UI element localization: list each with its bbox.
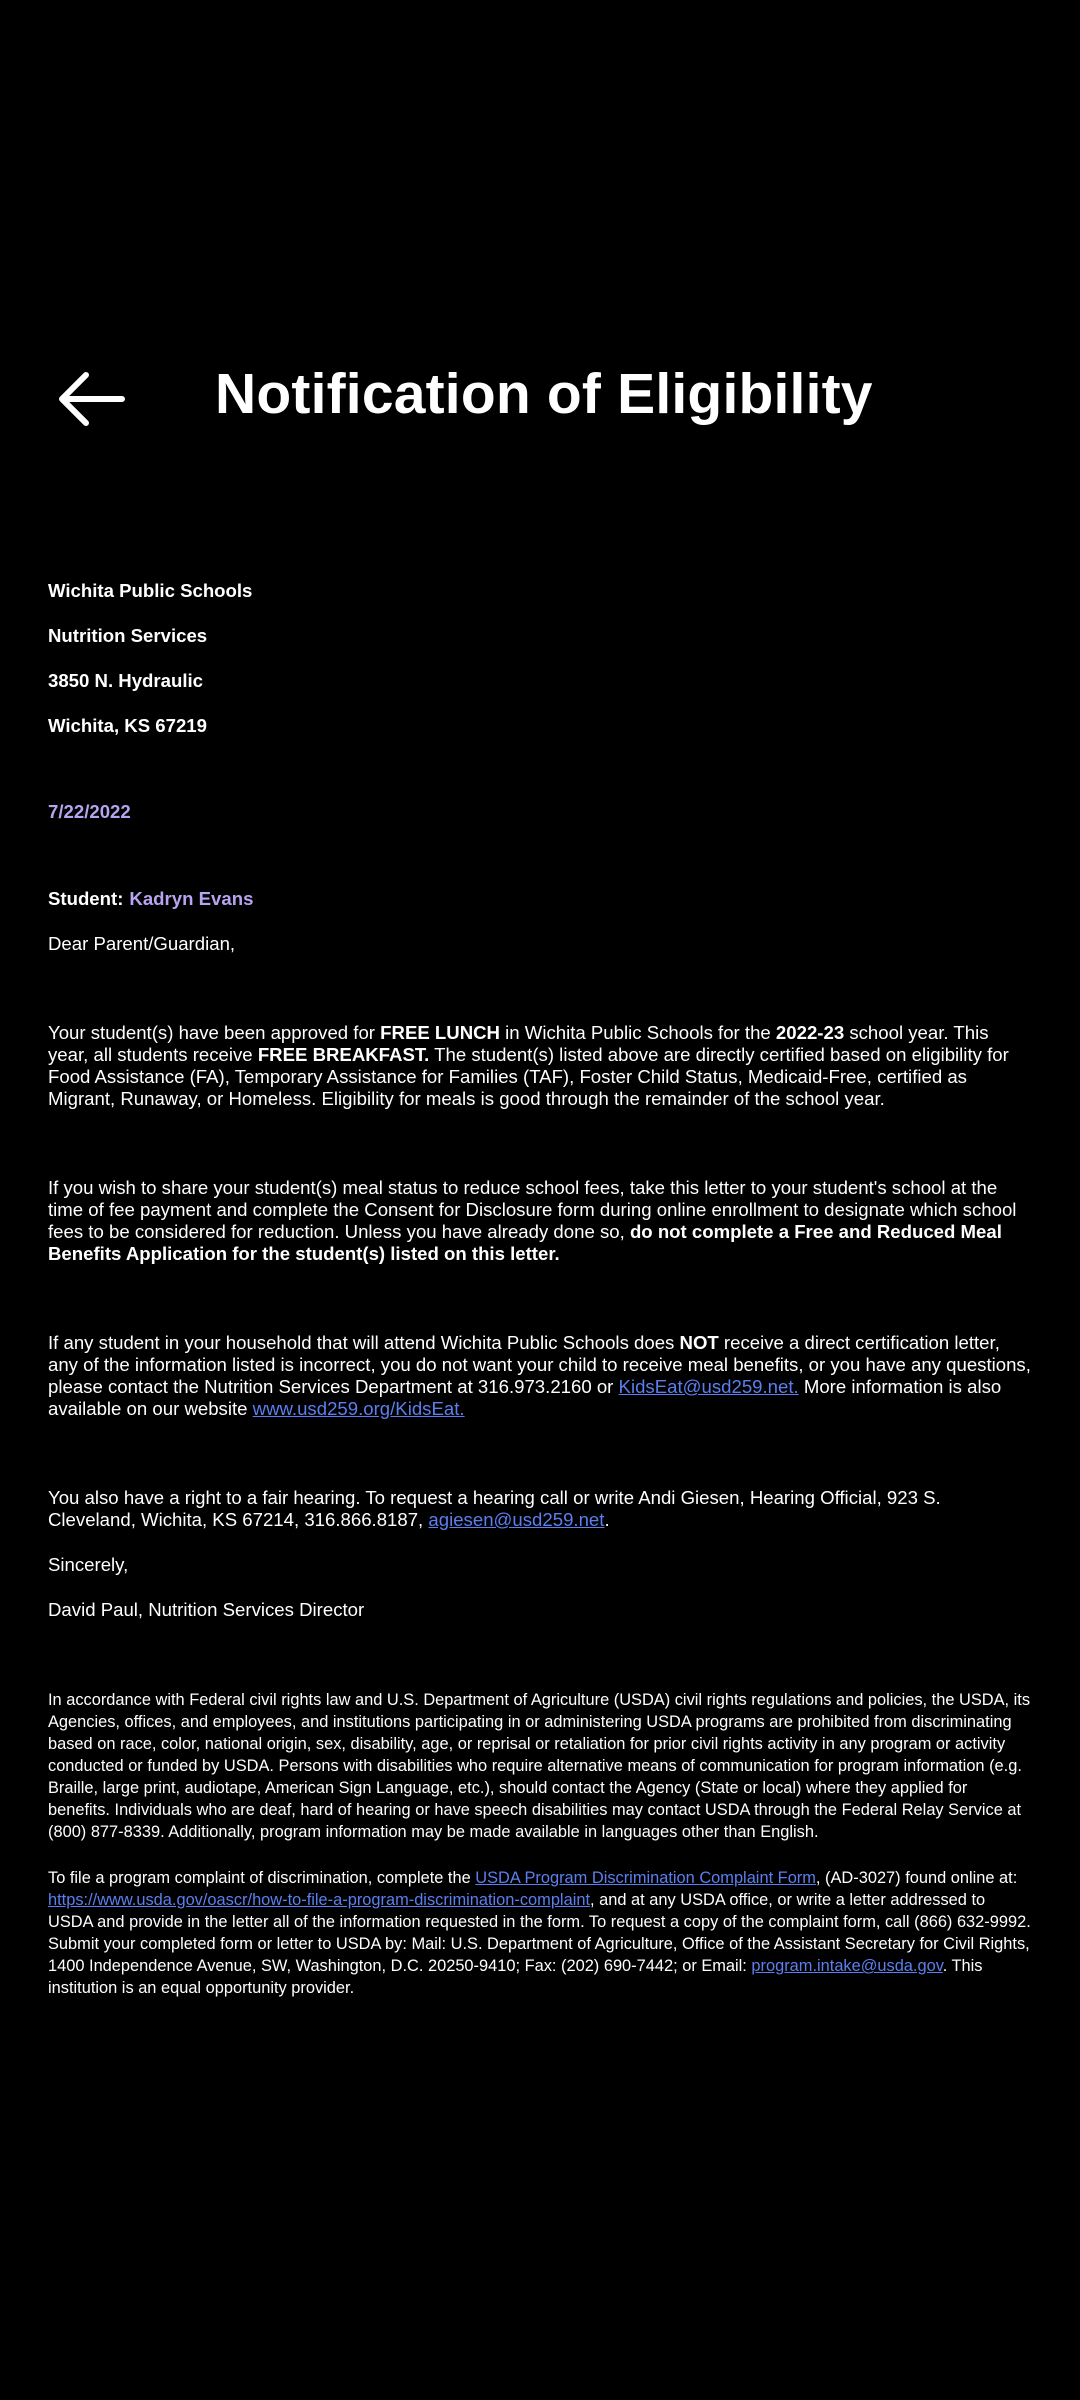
greeting: Dear Parent/Guardian, — [48, 933, 236, 954]
closing: Sincerely, — [48, 1554, 129, 1575]
kidseat-email-link[interactable]: KidsEat@usd259.net. — [618, 1376, 799, 1397]
text: . — [604, 1509, 610, 1530]
contact-paragraph — [48, 1332, 1032, 1420]
student-label: Student: — [48, 888, 124, 909]
text: in Wichita Public Schools for the — [499, 1022, 776, 1043]
text: Your student(s) have been approved for — [48, 1022, 381, 1043]
free-lunch-text: FREE LUNCH — [380, 1022, 500, 1043]
text: To file a program complaint of discrimination, complete the — [48, 1869, 476, 1887]
school-year-text: 2022-23 — [775, 1022, 845, 1043]
not-text: NOT — [679, 1332, 719, 1353]
fees-paragraph — [48, 1177, 1032, 1265]
website-link[interactable]: www.usd259.org/KidsEat. — [252, 1398, 465, 1419]
address-line-2: Nutrition Services — [48, 625, 208, 646]
hearing-email-link[interactable]: agiesen@usd259.net — [428, 1509, 605, 1530]
approval-paragraph — [48, 1022, 1032, 1110]
text: . This institution is an equal opportunity provider. — [48, 1957, 983, 1997]
complaint-url-link[interactable]: https://www.usda.gov/oascr/how-to-file-a-program-discrimination-complaint — [48, 1891, 591, 1909]
hearing-paragraph — [48, 1487, 1032, 1531]
text: More information is also available on our website — [48, 1376, 1002, 1419]
address-line-4: Wichita, KS 67219 — [48, 715, 207, 736]
app-header — [0, 355, 1080, 445]
address-line-3: 3850 N. Hydraulic — [48, 670, 204, 691]
text: If any student in your household that will attend Wichita Public Schools does — [48, 1332, 680, 1353]
civil-rights-statement: In accordance with Federal civil rights law and U.S. Department of Agriculture (USDA) civil rights regulations and policies, the USDA, its Agencies, offices, and employees, and institutions participating in or administering USDA programs are prohibited from discriminating based on race, color, national origin, sex, disability, age, or reprisal or retaliation for prior civil rights activity in any program or activity conducted or funded by USDA. Persons with disabilities who require alternative means of communication for program information (e.g. Braille, large print, audiotape, American Sign Language, etc.), should contact the Agency (State or local) where they applied for benefits. Individuals who are deaf, hard of hearing or have speech disabilities may contact USDA through the Federal Relay Service at (800) 877-8339. Additionally, program information may be made available in languages other than English. — [48, 1691, 1031, 1841]
signature: David Paul, Nutrition Services Director — [48, 1599, 365, 1620]
text: If you wish to share your student(s) meal status to reduce school fees, take this letter to your student's school at the time of fee payment and complete the Consent for Disclosure form during online enrollment to designate which school fees to be considered for reduction. Unless you have already done so, — [48, 1177, 1017, 1242]
student-row — [48, 888, 1032, 910]
text: , and at any USDA office, or write a letter addressed to USDA and provide in the letter all of the information requested in the form. To request a copy of the complaint form, call (866) 632-9992. Submit your completed form or letter to USDA by: Mail: U.S. Department of Agriculture, Office of the Assistant Secretary for Civil Rights, 1400 Independence Avenue, SW, Washington, D.C. 20250-9410; Fax: (202) 690-7442; or Email: — [48, 1891, 1031, 1975]
bold-instruction: do not complete a Free and Reduced Meal Benefits Application for the student(s) listed on this letter. — [48, 1221, 1002, 1264]
student-name: Kadryn Evans — [129, 888, 254, 909]
back-arrow-icon[interactable] — [56, 369, 128, 429]
free-breakfast-text: FREE BREAKFAST. — [257, 1044, 430, 1065]
text: The student(s) listed above are directly certified based on eligibility for Food Assistance (FA), Temporary Assistance for Families (TAF), Foster Child Status, Medicaid-Free, certified as Migrant, Runaway, or Homeless. Eligibility for meals is good through the remainder of the school year. — [48, 1044, 1009, 1109]
text: school year. This year, all students receive — [48, 1022, 989, 1065]
address-line-1: Wichita Public Schools — [48, 580, 253, 601]
letter-date: 7/22/2022 — [48, 801, 131, 822]
page-title: Notification of Eligibility — [215, 362, 873, 426]
complaint-paragraph — [48, 1867, 1032, 1999]
text: You also have a right to a fair hearing. To request a hearing call or write Andi Giesen, Hearing Official, 923 S. Cleveland, Wichita, KS 67214, 316.866.8187, — [48, 1487, 941, 1530]
usda-email-link[interactable]: program.intake@usda.gov — [751, 1957, 943, 1975]
text: , (AD-3027) found online at: — [815, 1869, 1018, 1887]
text: receive a direct certification letter, any of the information listed is incorrect, you do not want your child to receive meal benefits, or you have any questions, please contact the Nutrition Services Department at 316.973.2160 or — [48, 1332, 1031, 1397]
complaint-form-link[interactable]: USDA Program Discrimination Complaint Form — [475, 1869, 816, 1887]
letter-body — [48, 580, 1032, 1999]
